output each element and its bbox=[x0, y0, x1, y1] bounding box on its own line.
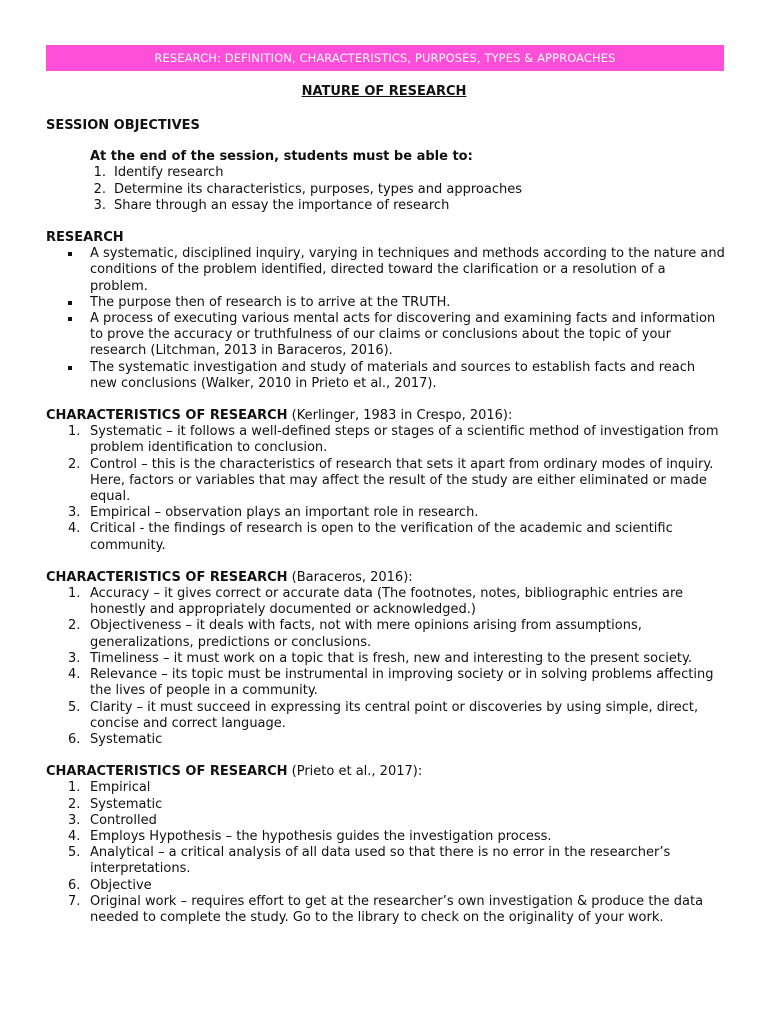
list-number: 1. bbox=[68, 424, 81, 440]
characteristics-kerlinger-list bbox=[46, 424, 726, 554]
document-body bbox=[46, 118, 726, 926]
list-item bbox=[46, 797, 726, 813]
list-text: Original work – requires effort to get at the researcher’s own investigation & produce the data needed to complete the study. Go to the library to check on the originality of your work. bbox=[90, 893, 704, 925]
heading-text: CHARACTERISTICS OF RESEARCH bbox=[46, 764, 288, 780]
list-text: Clarity – it must succeed in expressing its central point or discoveries by using simple, direct, concise and correct language. bbox=[90, 699, 699, 731]
list-text: Employs Hypothesis – the hypothesis guides the investigation process. bbox=[90, 828, 552, 844]
heading-text: CHARACTERISTICS OF RESEARCH bbox=[46, 569, 288, 585]
bullet-icon bbox=[46, 295, 90, 311]
list-item bbox=[46, 246, 726, 295]
list-text: Timeliness – it must work on a topic that is fresh, new and interesting to the present society. bbox=[90, 650, 692, 666]
list-number: 2. bbox=[68, 618, 81, 634]
list-item bbox=[46, 360, 726, 392]
list-item bbox=[46, 651, 726, 667]
list-number: 1. bbox=[68, 780, 81, 796]
list-number: 1. bbox=[93, 165, 106, 181]
list-number: 4. bbox=[68, 828, 81, 844]
list-text: Empirical – observation plays an important role in research. bbox=[90, 505, 479, 521]
list-item bbox=[46, 894, 726, 926]
list-number: 3. bbox=[93, 197, 106, 213]
list-item bbox=[46, 732, 726, 748]
heading-citation: (Kerlinger, 1983 in Crespo, 2016): bbox=[287, 408, 513, 424]
objectives-heading: SESSION OBJECTIVES bbox=[46, 118, 200, 133]
list-item bbox=[46, 878, 726, 894]
bullet-icon bbox=[46, 311, 90, 360]
research-bullet-list bbox=[46, 246, 726, 392]
list-text: The systematic investigation and study of materials and sources to establish facts and reach new conclusions (Walker, 2010 in Prieto et al., 2017). bbox=[90, 359, 696, 391]
list-text: Systematic bbox=[90, 796, 163, 812]
list-item bbox=[46, 700, 726, 732]
list-text: Share through an essay the importance of research bbox=[114, 197, 450, 213]
list-number: 5. bbox=[68, 845, 81, 861]
list-item bbox=[46, 586, 726, 618]
heading-citation: (Prieto et al., 2017): bbox=[287, 764, 423, 780]
list-item bbox=[46, 813, 726, 829]
list-number: 4. bbox=[68, 667, 81, 683]
heading-citation: (Baraceros, 2016): bbox=[287, 569, 413, 585]
list-item bbox=[46, 845, 726, 877]
heading-text: CHARACTERISTICS OF RESEARCH bbox=[46, 408, 288, 424]
list-item bbox=[46, 424, 726, 456]
list-text: Critical - the findings of research is open to the verification of the academic and scientific community. bbox=[90, 521, 673, 553]
list-number: 3. bbox=[68, 505, 81, 521]
list-item bbox=[90, 182, 726, 198]
list-item bbox=[46, 295, 726, 311]
bullet-icon bbox=[46, 246, 90, 295]
list-text: Analytical – a critical analysis of all data used so that there is no error in the researcher’s interpretations. bbox=[90, 845, 671, 877]
list-item bbox=[46, 311, 726, 360]
list-number: 5. bbox=[68, 699, 81, 715]
list-item bbox=[46, 829, 726, 845]
list-text: Systematic bbox=[90, 731, 163, 747]
list-number: 7. bbox=[68, 893, 81, 909]
research-heading: RESEARCH bbox=[46, 230, 124, 246]
list-text: A process of executing various mental acts for discovering and examining facts and information to prove the accuracy or truthfulness of our claims or conclusions about the topic of your research (Litchman, 2013 in Baraceros, 2016). bbox=[90, 311, 716, 359]
objectives-block bbox=[46, 149, 726, 214]
list-number: 3. bbox=[68, 650, 81, 666]
list-item bbox=[46, 457, 726, 506]
list-item bbox=[46, 667, 726, 699]
characteristics-kerlinger-heading bbox=[46, 408, 726, 424]
list-text: Objectiveness – it deals with facts, not with mere opinions arising from assumptions, generalizations, predictions or conclusions. bbox=[90, 618, 642, 650]
characteristics-prieto-list bbox=[46, 780, 726, 926]
document-banner: RESEARCH: DEFINITION, CHARACTERISTICS, PURPOSES, TYPES & APPROACHES bbox=[46, 45, 724, 71]
bullet-icon bbox=[46, 360, 90, 392]
list-number: 1. bbox=[68, 586, 81, 602]
list-text: Objective bbox=[90, 877, 152, 893]
list-text: Systematic – it follows a well-defined steps or stages of a scientific method of investigation from problem identification to conclusion. bbox=[90, 424, 719, 456]
list-item bbox=[46, 521, 726, 553]
list-text: Control – this is the characteristics of research that sets it apart from ordinary modes of inquiry. Here, factors or variables that may affect the result of the study are either eliminated or made equal. bbox=[90, 456, 714, 505]
list-number: 6. bbox=[68, 731, 81, 747]
list-number: 2. bbox=[68, 456, 81, 472]
list-text: Identify research bbox=[114, 165, 224, 181]
list-item bbox=[46, 618, 726, 650]
list-text: Relevance – its topic must be instrumental in improving society or in solving problems affecting the lives of people in a community. bbox=[90, 667, 714, 699]
list-item bbox=[90, 198, 726, 214]
list-text: Controlled bbox=[90, 812, 157, 828]
list-number: 2. bbox=[68, 796, 81, 812]
list-text: A systematic, disciplined inquiry, varying in techniques and methods according to the nature and conditions of the problem identified, directed toward the clarification or a resolution of a problem. bbox=[90, 246, 725, 294]
list-text: Determine its characteristics, purposes, types and approaches bbox=[114, 181, 523, 197]
characteristics-baraceros-list bbox=[46, 586, 726, 748]
objectives-list bbox=[90, 165, 726, 214]
list-item bbox=[90, 165, 726, 181]
list-item bbox=[46, 505, 726, 521]
list-text: Accuracy – it gives correct or accurate data (The footnotes, notes, bibliographic entries are honestly and appropriately documented or acknowledged.) bbox=[90, 586, 684, 618]
characteristics-baraceros-heading bbox=[46, 570, 726, 586]
list-text: Empirical bbox=[90, 780, 151, 796]
characteristics-prieto-heading bbox=[46, 764, 726, 780]
list-text: The purpose then of research is to arrive at the TRUTH. bbox=[90, 294, 451, 310]
list-number: 2. bbox=[93, 181, 106, 197]
list-item bbox=[46, 780, 726, 796]
page-title: NATURE OF RESEARCH bbox=[301, 84, 467, 99]
list-number: 6. bbox=[68, 877, 81, 893]
list-number: 4. bbox=[68, 521, 81, 537]
objectives-intro: At the end of the session, students must be able to: bbox=[90, 149, 473, 165]
list-number: 3. bbox=[68, 812, 81, 828]
